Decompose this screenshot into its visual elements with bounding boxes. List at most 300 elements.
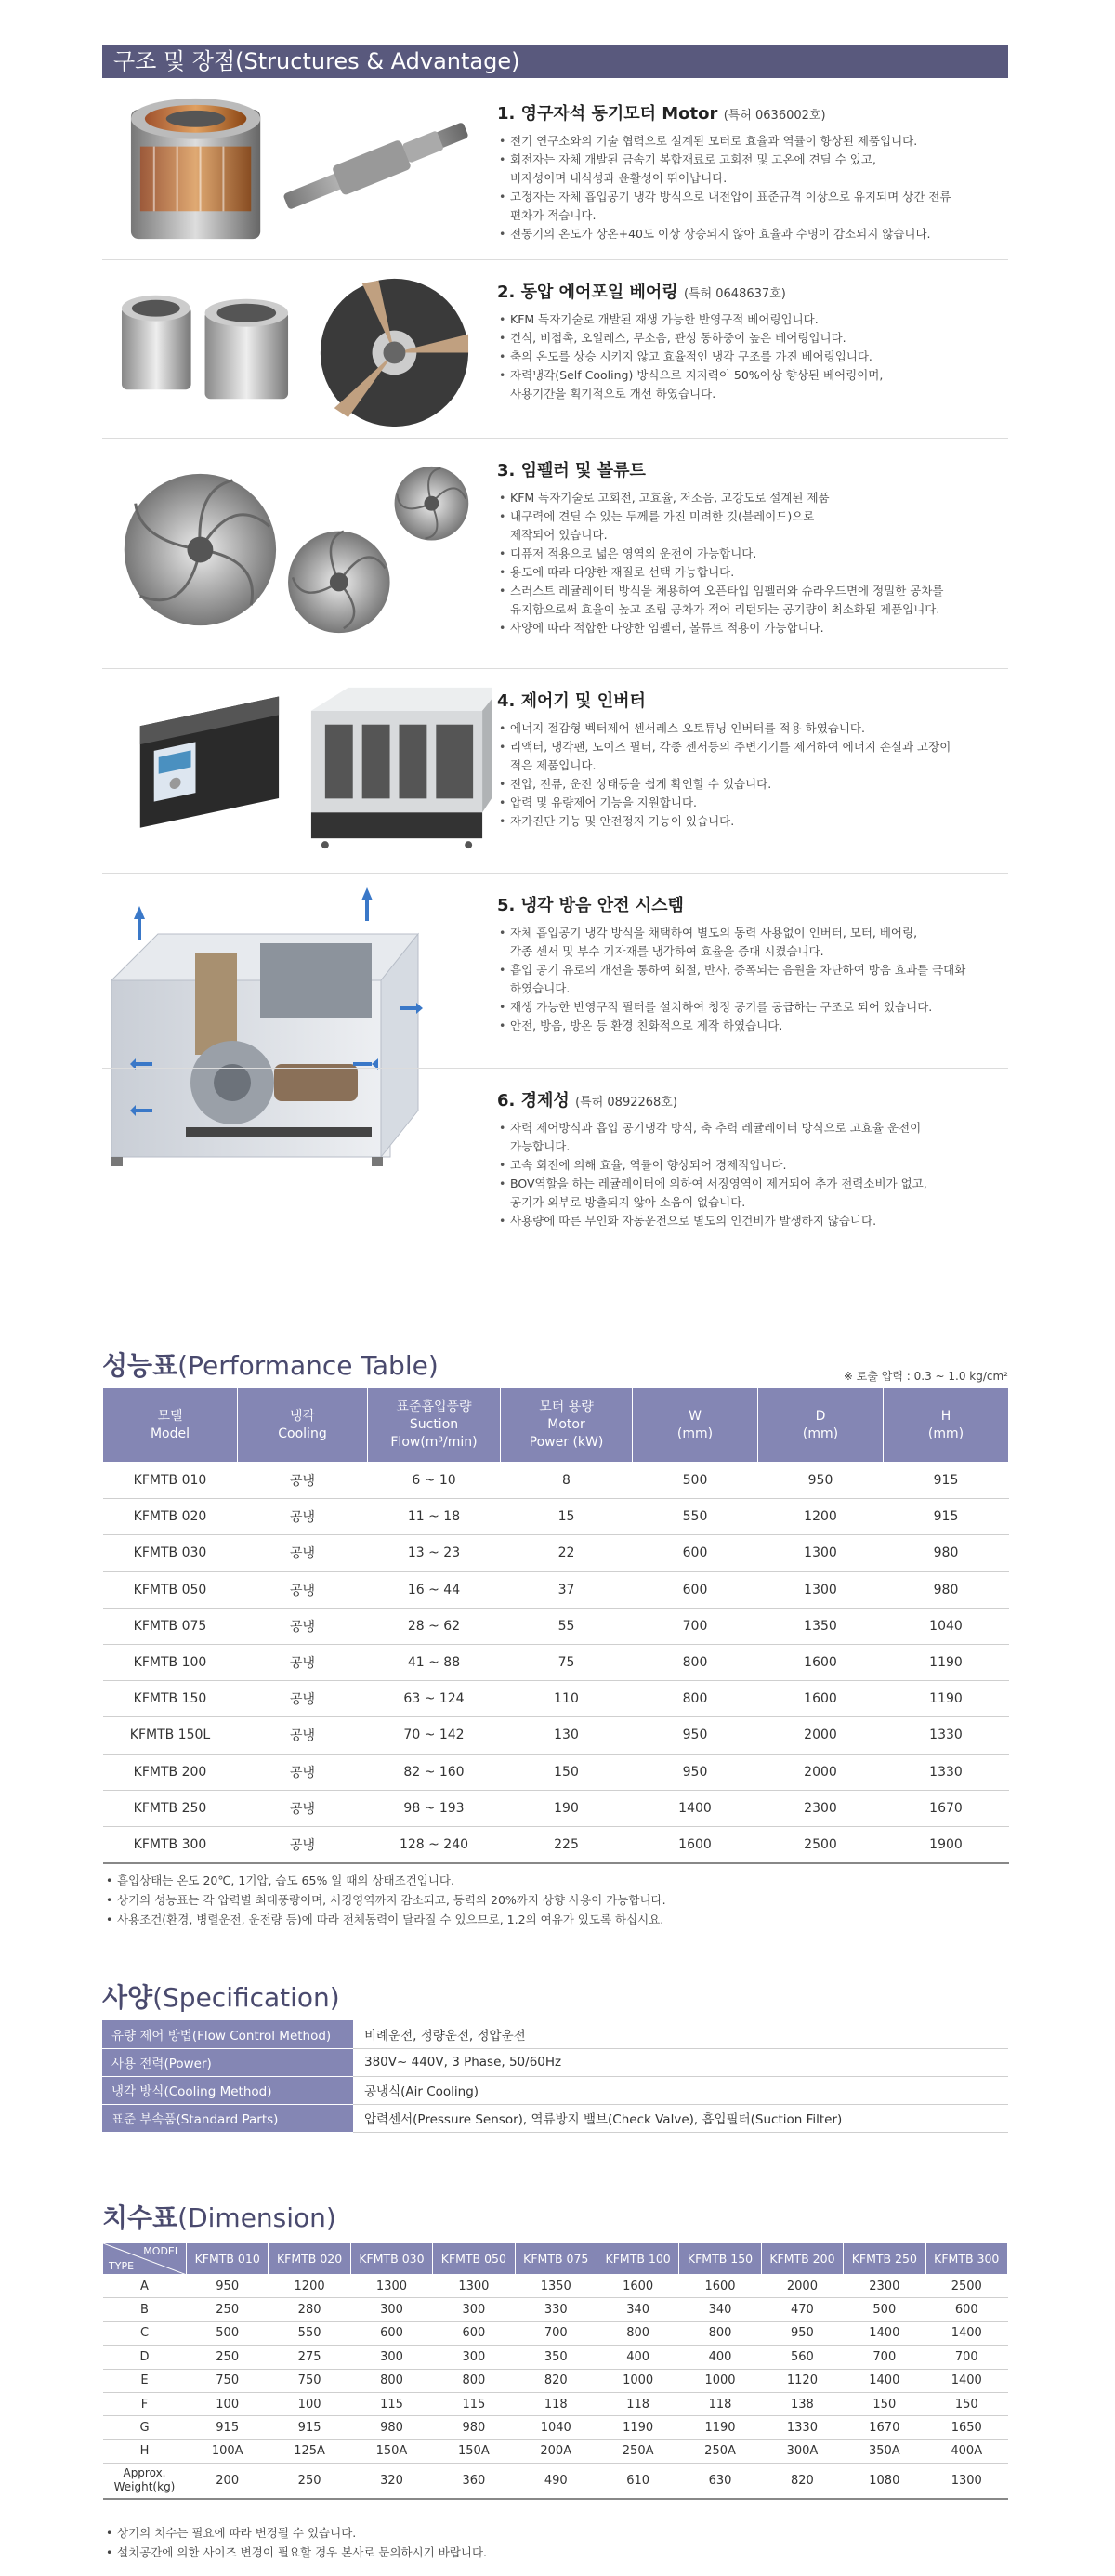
feature-impeller — [102, 439, 1008, 669]
patent-number: (특허 0648637호) — [683, 287, 786, 301]
table-cell: 915 — [187, 2416, 269, 2439]
table-cell: 250A — [679, 2439, 761, 2463]
performance-header-cell — [633, 1388, 758, 1463]
header-line: H — [940, 1408, 951, 1424]
dimension-model-header: KFMTB 100 — [597, 2243, 678, 2275]
table-cell: KFMTB 075 — [103, 1608, 238, 1644]
feature-bullet: • 용도에 따라 다양한 재질로 선택 가능합니다. — [497, 563, 1008, 582]
table-row — [103, 1644, 1009, 1680]
table-cell: 915 — [269, 2416, 350, 2439]
header-line: Model — [150, 1426, 190, 1441]
table-cell: 750 — [269, 2369, 350, 2392]
table-cell: 300A — [761, 2439, 843, 2463]
table-cell: 150A — [433, 2439, 515, 2463]
table-cell: 600 — [633, 1571, 758, 1608]
spec-row — [102, 2104, 1008, 2132]
table-cell: 1040 — [884, 1608, 1009, 1644]
feature-bullet: • 전압, 전류, 운전 상태등을 쉽게 확인할 수 있습니다. — [497, 775, 1008, 794]
table-cell: 915 — [884, 1463, 1009, 1499]
feature-bullet: • BOV역할을 하는 레귤레이터에 의하여 서징영역이 제거되어 추가 전력소비가 없고, 공기가 외부로 방출되지 않아 소음이 없습니다. — [497, 1175, 1008, 1212]
spec-value: 비례운전, 정량운전, 정압운전 — [353, 2020, 1008, 2048]
performance-header-cell — [501, 1388, 633, 1463]
table-cell: 800 — [350, 2369, 432, 2392]
dimension-model-header: KFMTB 050 — [433, 2243, 515, 2275]
feature-motor — [102, 82, 1008, 260]
table-cell: 1330 — [884, 1717, 1009, 1754]
table-cell: 820 — [761, 2464, 843, 2499]
table-cell: 1330 — [884, 1754, 1009, 1790]
table-cell: 800 — [679, 2321, 761, 2345]
feature-bullet: • 전동기의 온도가 상온+40도 이상 상승되지 않아 효율과 수명이 감소되지 않습니다. — [497, 225, 1008, 243]
feature-bullet: • KFM 독자기술로 고회전, 고효율, 저소음, 고강도로 설계된 제품 — [497, 489, 1008, 507]
table-cell: 1190 — [679, 2416, 761, 2439]
table-cell: 700 — [515, 2321, 597, 2345]
model-type-corner-cell — [103, 2243, 187, 2275]
dimension-notes — [104, 2523, 487, 2562]
table-row — [103, 2346, 1008, 2369]
table-cell: 150 — [844, 2392, 925, 2415]
feature-controller — [102, 669, 1008, 874]
table-cell: 63 ~ 124 — [368, 1681, 501, 1717]
dimension-note: • 상기의 치수는 필요에 따라 변경될 수 있습니다. — [104, 2523, 487, 2543]
table-cell: 2000 — [758, 1717, 884, 1754]
dimension-model-header: KFMTB 150 — [679, 2243, 761, 2275]
table-cell: 600 — [433, 2321, 515, 2345]
table-cell: 100 — [187, 2392, 269, 2415]
table-row — [103, 2464, 1008, 2499]
table-cell: 15 — [501, 1499, 633, 1535]
table-cell: 1330 — [761, 2416, 843, 2439]
dimension-title-ko: 치수표 — [102, 2202, 178, 2233]
specification-title-ko: 사양 — [102, 1982, 153, 2013]
performance-table — [102, 1387, 1009, 1864]
feature-bullet: • 전기 연구소와의 기술 협력으로 설계된 모터로 효율과 역률이 향상된 제품입니다. — [497, 132, 1008, 151]
table-cell: 2500 — [758, 1826, 884, 1862]
table-cell: 340 — [597, 2298, 678, 2321]
table-cell: 300 — [433, 2298, 515, 2321]
table-cell: 800 — [633, 1681, 758, 1717]
feature-title: 4. 제어기 및 인버터 — [497, 691, 646, 711]
table-cell: 1300 — [433, 2275, 515, 2298]
table-cell: KFMTB 100 — [103, 1644, 238, 1680]
table-cell: 750 — [187, 2369, 269, 2392]
table-cell: 2000 — [761, 2275, 843, 2298]
table-cell: 600 — [633, 1535, 758, 1571]
table-cell: 350 — [515, 2346, 597, 2369]
motor-stator-image — [102, 82, 492, 259]
table-cell: 150 — [501, 1754, 633, 1790]
feature-bullet: • 사용량에 따른 무인화 자동운전으로 별도의 인건비가 발생하지 않습니다. — [497, 1212, 1008, 1230]
table-cell: 500 — [844, 2298, 925, 2321]
table-row — [103, 1535, 1009, 1571]
performance-note: • 사용조건(환경, 병렬운전, 운전량 등)에 따라 전체동력이 달라질 수 있으므로, 1.2의 여유가 있도록 하십시요. — [104, 1910, 666, 1929]
feature-bullet: • 자체 흡입공기 냉각 방식을 채택하여 별도의 동력 사용없이 인버터, 모터, 베어링, 각종 센서 및 부수 기자재를 냉각하여 효율을 증대 시켰습니다. — [497, 924, 1008, 961]
spec-label: 사용 전력(Power) — [102, 2048, 353, 2076]
table-cell: 138 — [761, 2392, 843, 2415]
table-cell: 600 — [350, 2321, 432, 2345]
feature-bullet: • 리액터, 냉각팬, 노이즈 필터, 각종 센서등의 주변기기를 제거하여 에너지 손실과 고장이 적은 제품입니다. — [497, 738, 1008, 775]
table-cell: 800 — [597, 2321, 678, 2345]
table-cell: 130 — [501, 1717, 633, 1754]
table-cell: KFMTB 150L — [103, 1717, 238, 1754]
dimension-model-header: KFMTB 300 — [925, 2243, 1007, 2275]
table-cell: 공냉 — [238, 1717, 368, 1754]
header-line: Power (kW) — [529, 1435, 604, 1450]
table-cell: 300 — [350, 2298, 432, 2321]
table-row — [103, 2275, 1008, 2298]
dimension-model-header: KFMTB 020 — [269, 2243, 350, 2275]
table-cell: 150A — [350, 2439, 432, 2463]
table-cell: 공냉 — [238, 1499, 368, 1535]
specification-title — [102, 1978, 340, 2015]
table-cell: 340 — [679, 2298, 761, 2321]
table-cell: 275 — [269, 2346, 350, 2369]
table-cell: 1600 — [633, 1826, 758, 1862]
table-cell: 1400 — [844, 2369, 925, 2392]
table-cell: KFMTB 020 — [103, 1499, 238, 1535]
feature-bullet: • 안전, 방음, 방온 등 환경 친화적으로 제작 하였습니다. — [497, 1017, 1008, 1035]
table-cell: 980 — [884, 1571, 1009, 1608]
performance-header-cell — [103, 1388, 238, 1463]
performance-title-en: (Performance Table) — [177, 1350, 439, 1381]
performance-title — [102, 1346, 439, 1383]
table-cell: 1200 — [269, 2275, 350, 2298]
table-cell: 250 — [269, 2464, 350, 2499]
performance-header-cell — [238, 1388, 368, 1463]
table-cell: 950 — [633, 1754, 758, 1790]
table-cell: 200 — [187, 2464, 269, 2499]
dimension-type-label: D — [103, 2346, 187, 2369]
header-line: 냉각 — [289, 1408, 316, 1424]
table-cell: 8 — [501, 1463, 633, 1499]
table-cell: 610 — [597, 2464, 678, 2499]
table-cell: 500 — [633, 1463, 758, 1499]
header-line: Suction — [409, 1417, 459, 1432]
performance-title-ko: 성능표 — [102, 1350, 178, 1381]
table-cell: 70 ~ 142 — [368, 1717, 501, 1754]
table-cell: 1900 — [884, 1826, 1009, 1862]
table-cell: 2300 — [758, 1790, 884, 1826]
table-cell: 1080 — [844, 2464, 925, 2499]
table-cell: 100A — [187, 2439, 269, 2463]
feature-title: 5. 냉각 방음 안전 시스템 — [497, 896, 684, 915]
feature-bullet: • 흡입 공기 유로의 개선을 통하여 회절, 반사, 증폭되는 음원을 차단하여 방음 효과를 극대화 하였습니다. — [497, 961, 1008, 998]
table-row — [103, 1790, 1009, 1826]
table-row — [103, 2416, 1008, 2439]
feature-bullet: • 재생 가능한 반영구적 필터를 설치하여 청정 공기를 공급하는 구조로 되어 있습니다. — [497, 998, 1008, 1017]
table-cell: 2500 — [925, 2275, 1007, 2298]
header-line: Cooling — [278, 1426, 327, 1441]
table-cell: 55 — [501, 1608, 633, 1644]
feature-bullet: • 축의 온도를 상승 시키지 않고 효율적인 냉각 구조를 가진 베어링입니다. — [497, 348, 1008, 366]
feature-bullet: • 자력 제어방식과 흡입 공기냉각 방식, 축 추력 레귤레이터 방식으로 고효율 운전이 가능합니다. — [497, 1119, 1008, 1156]
dimension-model-header: KFMTB 075 — [515, 2243, 597, 2275]
table-cell: 82 ~ 160 — [368, 1754, 501, 1790]
patent-number: (특허 0892268호) — [575, 1096, 677, 1110]
header-line: D — [815, 1408, 826, 1424]
table-cell: 28 ~ 62 — [368, 1608, 501, 1644]
table-cell: KFMTB 250 — [103, 1790, 238, 1826]
dimension-title — [102, 2198, 336, 2235]
table-cell: 300 — [433, 2346, 515, 2369]
feature-bullet: • 디퓨저 적용으로 넓은 영역의 운전이 가능합니다. — [497, 545, 1008, 563]
table-cell: 915 — [884, 1499, 1009, 1535]
feature-bullet: • 에너지 절감형 벡터제어 센서레스 오토튜닝 인버터를 적용 하였습니다. — [497, 719, 1008, 738]
table-cell: 320 — [350, 2464, 432, 2499]
table-cell: 980 — [884, 1535, 1009, 1571]
feature-cooling-system — [102, 874, 1008, 1069]
feature-bullet: • 고정자는 자체 흡입공기 냉각 방식으로 내전압이 표준규격 이상으로 유지되며 상간 전류 편차가 적습니다. — [497, 188, 1008, 225]
dimension-type-label: Approx. Weight(kg) — [103, 2464, 187, 2499]
impeller-image — [102, 439, 492, 668]
table-cell: 110 — [501, 1681, 633, 1717]
table-cell: 250 — [187, 2346, 269, 2369]
table-cell: 950 — [758, 1463, 884, 1499]
spec-value: 공냉식(Air Cooling) — [353, 2076, 1008, 2104]
table-row — [103, 1826, 1009, 1862]
table-cell: 1300 — [350, 2275, 432, 2298]
table-cell: 225 — [501, 1826, 633, 1862]
table-cell: 300 — [350, 2346, 432, 2369]
table-cell: 470 — [761, 2298, 843, 2321]
table-cell: 98 ~ 193 — [368, 1790, 501, 1826]
table-cell: 980 — [350, 2416, 432, 2439]
table-cell: 공냉 — [238, 1535, 368, 1571]
table-cell: 41 ~ 88 — [368, 1644, 501, 1680]
table-cell: 1190 — [884, 1644, 1009, 1680]
dimension-type-label: E — [103, 2369, 187, 2392]
performance-note: • 흡입상태는 온도 20℃, 1기압, 습도 65% 일 때의 상태조건입니다. — [104, 1871, 666, 1890]
table-cell: KFMTB 010 — [103, 1463, 238, 1499]
feature-bullet: • 건식, 비접촉, 오일레스, 무소음, 관성 동하중이 높은 베어링입니다. — [497, 329, 1008, 348]
header-line: 표준흡입풍량 — [396, 1400, 472, 1414]
table-cell: 250 — [187, 2298, 269, 2321]
dimension-note: • 설치공간에 의한 사이즈 변경이 필요할 경우 본사로 문의하시기 바랍니다. — [104, 2543, 487, 2562]
spec-row — [102, 2020, 1008, 2048]
table-cell: 150 — [925, 2392, 1007, 2415]
table-cell: 1400 — [844, 2321, 925, 2345]
table-cell: 550 — [269, 2321, 350, 2345]
table-cell: 1000 — [679, 2369, 761, 2392]
spec-label: 표준 부속품(Standard Parts) — [102, 2104, 353, 2132]
corner-type-label: TYPE — [109, 2260, 135, 2272]
header-line: 모델 — [157, 1408, 183, 1424]
header-line: W — [689, 1408, 702, 1424]
table-row — [103, 1754, 1009, 1790]
table-cell: 1300 — [925, 2464, 1007, 2499]
table-cell: 1300 — [758, 1571, 884, 1608]
dimension-model-header: KFMTB 200 — [761, 2243, 843, 2275]
table-cell: 1000 — [597, 2369, 678, 2392]
table-cell: 1120 — [761, 2369, 843, 2392]
table-cell: 950 — [187, 2275, 269, 2298]
spec-label: 유량 제어 방법(Flow Control Method) — [102, 2020, 353, 2048]
inverter-controller-image — [102, 669, 492, 873]
table-cell: 118 — [515, 2392, 597, 2415]
table-cell: 1600 — [679, 2275, 761, 2298]
table-cell: 공냉 — [238, 1644, 368, 1680]
table-cell: 250A — [597, 2439, 678, 2463]
table-cell: 1300 — [758, 1535, 884, 1571]
table-cell: 1190 — [597, 2416, 678, 2439]
feature-bullet: • KFM 독자기술로 개발된 재생 가능한 반영구적 베어링입니다. — [497, 310, 1008, 329]
table-cell: 1650 — [925, 2416, 1007, 2439]
header-line: Flow(m³/min) — [390, 1435, 478, 1450]
dimension-model-header: KFMTB 250 — [844, 2243, 925, 2275]
table-cell: 550 — [633, 1499, 758, 1535]
feature-bullet: • 고속 회전에 의해 효율, 역률이 향상되어 경제적입니다. — [497, 1156, 1008, 1175]
table-cell: 280 — [269, 2298, 350, 2321]
spec-label: 냉각 방식(Cooling Method) — [102, 2076, 353, 2104]
table-cell: 115 — [350, 2392, 432, 2415]
table-cell: 1040 — [515, 2416, 597, 2439]
table-cell: 공냉 — [238, 1790, 368, 1826]
table-cell: 공냉 — [238, 1754, 368, 1790]
table-cell: KFMTB 150 — [103, 1681, 238, 1717]
table-cell: 560 — [761, 2346, 843, 2369]
performance-note: • 상기의 성능표는 각 압력별 최대풍량이며, 서징영역까지 감소되고, 동력의 20%까지 상향 사용이 가능합니다. — [104, 1890, 666, 1910]
dimension-type-label: A — [103, 2275, 187, 2298]
table-cell: 360 — [433, 2464, 515, 2499]
table-cell: 190 — [501, 1790, 633, 1826]
spec-row — [102, 2048, 1008, 2076]
discharge-pressure-note: ※ 토출 압력 : 0.3 ~ 1.0 kg/cm² — [843, 1370, 1008, 1383]
table-cell: 980 — [433, 2416, 515, 2439]
table-cell: KFMTB 030 — [103, 1535, 238, 1571]
table-row — [103, 1499, 1009, 1535]
table-cell: 2000 — [758, 1754, 884, 1790]
table-cell: KFMTB 200 — [103, 1754, 238, 1790]
feature-bullet: • 자력냉각(Self Cooling) 방식으로 지지력이 50%이상 향상된 베어링이며, 사용기간을 획기적으로 개선 하였습니다. — [497, 366, 1008, 403]
table-cell: KFMTB 050 — [103, 1571, 238, 1608]
table-cell: 공냉 — [238, 1681, 368, 1717]
header-line: Motor — [547, 1417, 585, 1432]
table-cell: 공냉 — [238, 1463, 368, 1499]
table-row — [103, 2439, 1008, 2463]
feature-bullet: • 자가진단 기능 및 안전정지 기능이 있습니다. — [497, 812, 1008, 831]
table-cell: 75 — [501, 1644, 633, 1680]
table-cell: 13 ~ 23 — [368, 1535, 501, 1571]
table-cell: 350A — [844, 2439, 925, 2463]
dimension-type-label: F — [103, 2392, 187, 2415]
table-cell: 1350 — [758, 1608, 884, 1644]
table-cell: 1350 — [515, 2275, 597, 2298]
specification-title-en: (Specification) — [152, 1982, 340, 2013]
feature-bullet: • 내구력에 견딜 수 있는 두께를 가진 미려한 깃(블레이드)으로 제작되어 있습니다. — [497, 507, 1008, 545]
performance-header-cell — [368, 1388, 501, 1463]
performance-header-row — [103, 1388, 1009, 1463]
table-cell: 공냉 — [238, 1826, 368, 1862]
table-cell: 1670 — [844, 2416, 925, 2439]
table-cell: 400 — [679, 2346, 761, 2369]
table-cell: 22 — [501, 1535, 633, 1571]
table-cell: 330 — [515, 2298, 597, 2321]
table-cell: 630 — [679, 2464, 761, 2499]
table-row — [103, 2392, 1008, 2415]
table-cell: 1400 — [925, 2369, 1007, 2392]
section-title-bar: 구조 및 장점(Structures & Advantage) — [102, 45, 1008, 78]
table-row — [103, 1717, 1009, 1754]
performance-header-cell — [884, 1388, 1009, 1463]
feature-title: 1. 영구자석 동기모터 Motor — [497, 104, 718, 124]
table-cell: 128 ~ 240 — [368, 1826, 501, 1862]
table-cell: 1400 — [925, 2321, 1007, 2345]
dimension-type-label: H — [103, 2439, 187, 2463]
dimension-model-header: KFMTB 030 — [350, 2243, 432, 2275]
feature-title: 3. 임펠러 및 볼류트 — [497, 461, 646, 480]
performance-notes — [104, 1871, 666, 1929]
table-cell: 공냉 — [238, 1571, 368, 1608]
feature-bullet: • 회전자는 자체 개발된 금속기 복합재료로 고회전 및 고온에 견딜 수 있고, 비자성이며 내식성과 윤활성이 뛰어납니다. — [497, 151, 1008, 188]
table-cell: 490 — [515, 2464, 597, 2499]
table-cell: 118 — [597, 2392, 678, 2415]
table-cell: 950 — [633, 1717, 758, 1754]
table-row — [103, 1463, 1009, 1499]
corner-model-label: MODEL — [143, 2245, 180, 2257]
table-row — [103, 1681, 1009, 1717]
table-cell: 1670 — [884, 1790, 1009, 1826]
table-cell: 700 — [633, 1608, 758, 1644]
table-cell: 600 — [925, 2298, 1007, 2321]
dimension-table — [102, 2242, 1008, 2500]
feature-bullet: • 스러스트 레귤레이터 방식을 채용하여 오픈타입 임펠러와 슈라우드면에 정밀한 공차를 유지함으로써 효율이 높고 조립 공차가 적어 리턴되는 공기량이 최소화된 제품입니다. — [497, 582, 1008, 619]
table-cell: KFMTB 300 — [103, 1826, 238, 1862]
feature-bullet: • 압력 및 유량제어 기능을 지원합니다. — [497, 794, 1008, 812]
specification-table — [102, 2020, 1008, 2133]
header-line: (mm) — [802, 1426, 839, 1441]
header-line: (mm) — [927, 1426, 964, 1441]
table-row — [103, 2321, 1008, 2345]
dimension-title-en: (Dimension) — [177, 2202, 336, 2233]
feature-economy — [102, 1069, 1008, 1255]
spec-value: 380V~ 440V, 3 Phase, 50/60Hz — [353, 2048, 1008, 2076]
dimension-header-row — [103, 2243, 1008, 2275]
table-cell: 1200 — [758, 1499, 884, 1535]
table-cell: 950 — [761, 2321, 843, 2345]
table-cell: 공냉 — [238, 1608, 368, 1644]
table-cell: 125A — [269, 2439, 350, 2463]
table-cell: 118 — [679, 2392, 761, 2415]
table-cell: 800 — [433, 2369, 515, 2392]
patent-number: (특허 0636002호) — [723, 109, 826, 123]
performance-header-cell — [758, 1388, 884, 1463]
table-cell: 800 — [633, 1644, 758, 1680]
spec-row — [102, 2076, 1008, 2104]
table-cell: 700 — [925, 2346, 1007, 2369]
table-row — [103, 2298, 1008, 2321]
table-row — [103, 1571, 1009, 1608]
table-cell: 400A — [925, 2439, 1007, 2463]
table-cell: 2300 — [844, 2275, 925, 2298]
table-cell: 500 — [187, 2321, 269, 2345]
table-cell: 1400 — [633, 1790, 758, 1826]
table-row — [103, 1608, 1009, 1644]
table-cell: 1600 — [758, 1644, 884, 1680]
feature-bullet: • 사양에 따라 적합한 다양한 임펠러, 볼류트 적용이 가능합니다. — [497, 619, 1008, 637]
table-cell: 200A — [515, 2439, 597, 2463]
dimension-type-label: C — [103, 2321, 187, 2345]
table-cell: 1600 — [758, 1681, 884, 1717]
table-cell: 700 — [844, 2346, 925, 2369]
table-cell: 6 ~ 10 — [368, 1463, 501, 1499]
table-cell: 100 — [269, 2392, 350, 2415]
feature-title: 6. 경제성 — [497, 1091, 570, 1111]
dimension-type-label: G — [103, 2416, 187, 2439]
air-foil-bearing-image — [102, 260, 492, 438]
feature-title: 2. 동압 에어포일 베어링 — [497, 283, 678, 302]
table-row — [103, 2369, 1008, 2392]
table-cell: 820 — [515, 2369, 597, 2392]
